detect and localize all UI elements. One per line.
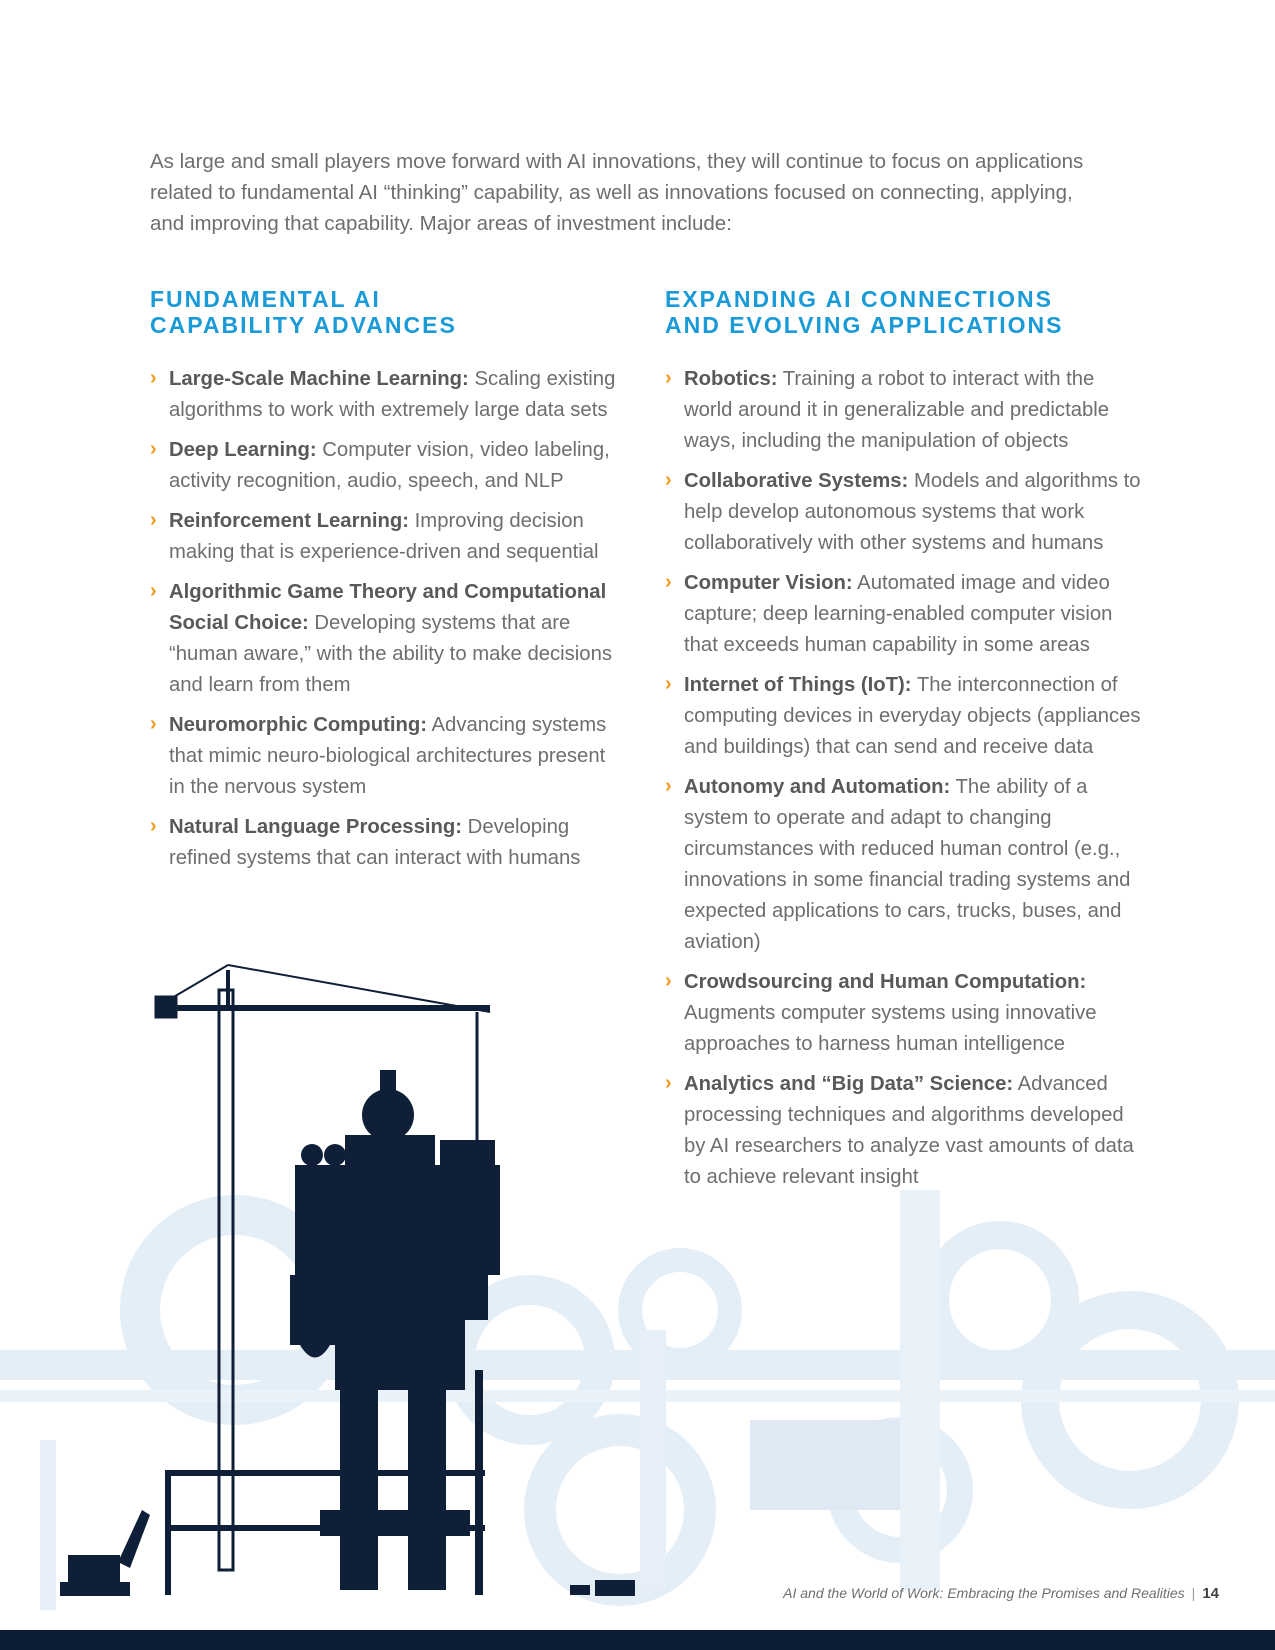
list-item [665, 670, 1145, 763]
list-item [665, 466, 1145, 559]
chevron-right-icon: › [665, 673, 672, 695]
item-term: Robotics: [684, 368, 778, 390]
chevron-right-icon: › [150, 580, 157, 602]
left-heading-line1: FUNDAMENTAL AI [150, 286, 381, 312]
item-term: Internet of Things (IoT): [684, 674, 912, 696]
construction-robot-illustration [0, 950, 1275, 1650]
list-item [150, 435, 620, 497]
item-text: Improving decision making that is experience-driven and sequential [169, 510, 599, 563]
item-text: Developing systems that are “human aware,” with the ability to make decisions and learn from them [169, 612, 613, 696]
left-column [150, 286, 620, 883]
chevron-right-icon: › [665, 571, 672, 593]
chevron-right-icon: › [665, 367, 672, 389]
item-text: Advanced processing techniques and algorithms developed by AI researchers to analyze vast amounts of data to achieve relevant insight [684, 1073, 1134, 1188]
list-item [150, 812, 620, 874]
item-term: Large-Scale Machine Learning: [169, 368, 469, 390]
item-term: Autonomy and Automation: [684, 776, 951, 798]
footer-title: AI and the World of Work: Embracing the Promises and Realities [783, 1585, 1185, 1601]
item-term: Natural Language Processing: [169, 816, 463, 838]
right-heading-line1: EXPANDING AI CONNECTIONS [665, 286, 1053, 312]
footer-separator: | [1191, 1585, 1196, 1601]
list-item [150, 577, 620, 701]
intro-paragraph: As large and small players move forward with AI innovations, they will continue to focus on applications related to fundamental AI “thinking” capability, as well as innovations focused on connecting, applying, and improving that capability. Major areas of investment include: [150, 150, 1084, 235]
item-term: Computer Vision: [684, 572, 853, 594]
item-term: Deep Learning: [169, 439, 317, 461]
list-item [665, 772, 1145, 958]
chevron-right-icon: › [150, 713, 157, 735]
footer-bar [0, 1630, 1275, 1650]
page-footer [783, 1585, 1219, 1602]
item-term: Neuromorphic Computing: [169, 714, 428, 736]
chevron-right-icon: › [150, 509, 157, 531]
right-heading [665, 286, 1145, 338]
right-heading-line2: AND EVOLVING APPLICATIONS [665, 312, 1064, 338]
item-text: Advancing systems that mimic neuro-biological architectures present in the nervous system [169, 714, 607, 798]
chevron-right-icon: › [665, 469, 672, 491]
list-item [150, 364, 620, 426]
chevron-right-icon: › [150, 815, 157, 837]
chevron-right-icon: › [665, 775, 672, 797]
item-term: Algorithmic Game Theory and Computational Social Choice: [169, 581, 607, 634]
item-text: Computer vision, video labeling, activity recognition, audio, speech, and NLP [169, 439, 610, 492]
item-text: The ability of a system to operate and adapt to changing circumstances with reduced human control (e.g., innovations in some financial trading systems and expected applications to cars, trucks, buses, and aviation) [684, 776, 1131, 953]
item-text: Training a robot to interact with the world around it in generalizable and predictable ways, including the manipulation of objects [684, 368, 1110, 452]
page-number: 14 [1202, 1585, 1219, 1602]
chevron-right-icon: › [150, 367, 157, 389]
item-text: Scaling existing algorithms to work with extremely large data sets [169, 368, 616, 421]
list-item [665, 364, 1145, 457]
chevron-right-icon: › [665, 970, 672, 992]
left-heading-line2: CAPABILITY ADVANCES [150, 312, 457, 338]
left-heading [150, 286, 620, 338]
item-term: Crowdsourcing and Human Computation: [684, 971, 1087, 993]
chevron-right-icon: › [665, 1072, 672, 1094]
list-item [665, 568, 1145, 661]
chevron-right-icon: › [150, 438, 157, 460]
background-gears [0, 1190, 1275, 1610]
list-item [150, 506, 620, 568]
item-text: Models and algorithms to help develop autonomous systems that work collaboratively with other systems and humans [684, 470, 1141, 554]
item-term: Reinforcement Learning: [169, 510, 410, 532]
left-list [150, 364, 620, 874]
item-text: The interconnection of computing devices in everyday objects (appliances and buildings) that can send and receive data [684, 674, 1141, 758]
item-text: Developing refined systems that can interact with humans [169, 816, 581, 869]
item-text: Automated image and video capture; deep learning-enabled computer vision that exceeds human capability in some areas [684, 572, 1113, 656]
item-term: Collaborative Systems: [684, 470, 909, 492]
item-term: Analytics and “Big Data” Science: [684, 1073, 1014, 1095]
list-item [150, 710, 620, 803]
item-text: Augments computer systems using innovative approaches to harness human intelligence [684, 1002, 1097, 1055]
